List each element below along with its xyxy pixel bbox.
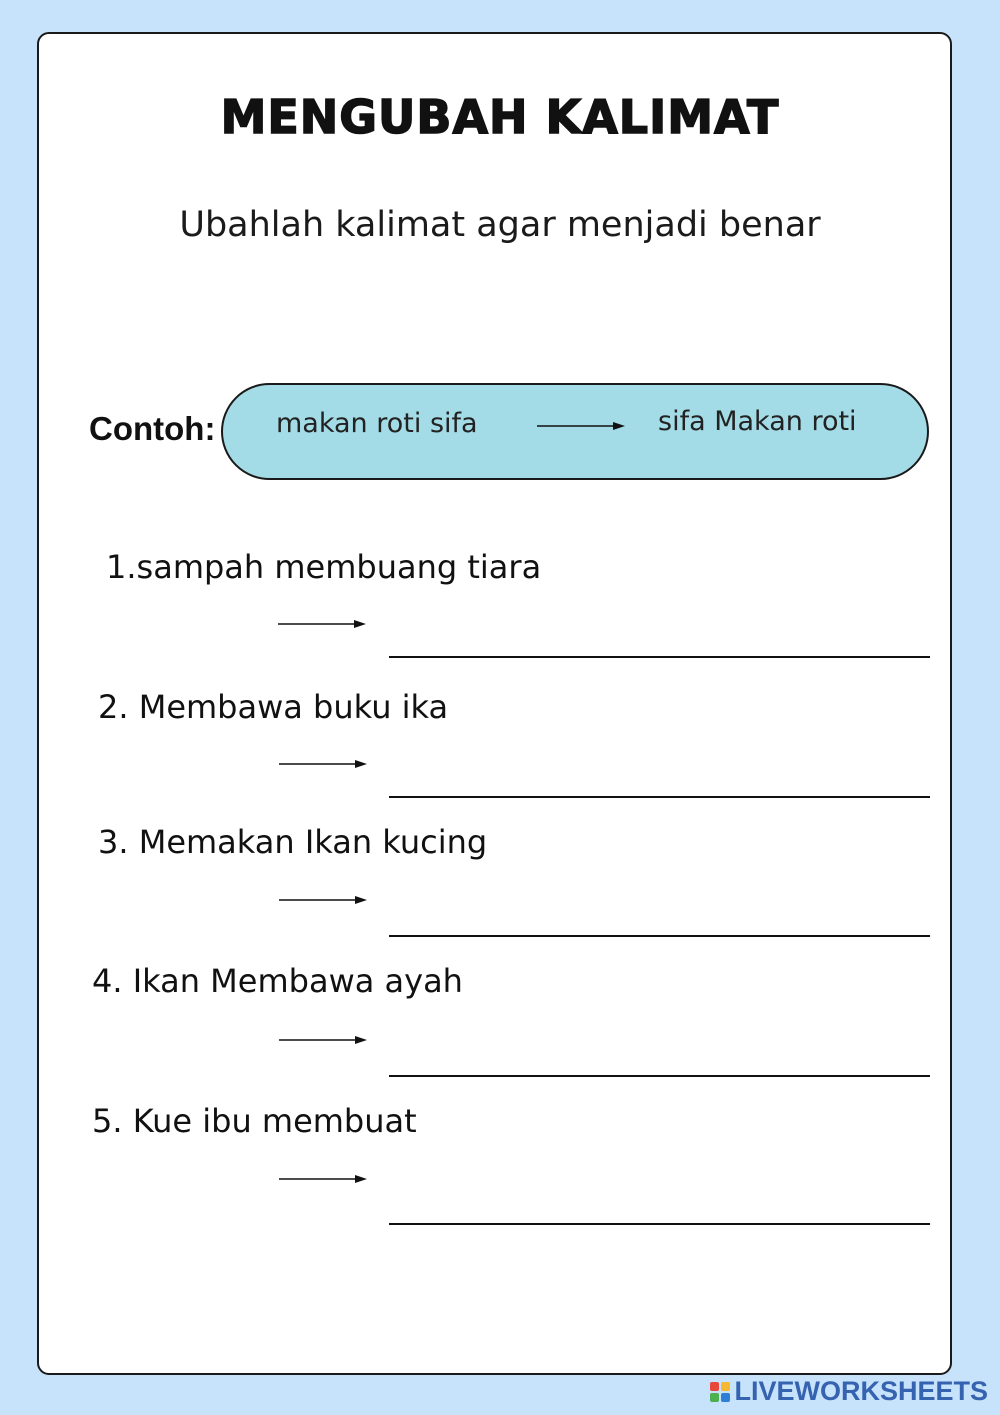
- answer-field-1[interactable]: [389, 656, 930, 658]
- answer-field-5[interactable]: [389, 1223, 930, 1225]
- question-5: 5. Kue ibu membuat: [92, 1102, 417, 1140]
- answer-arrow-icon: [279, 758, 367, 770]
- question-2: 2. Membawa buku ika: [98, 688, 449, 726]
- example-original-sentence: makan roti sifa: [276, 408, 478, 439]
- answer-arrow-icon: [278, 618, 366, 630]
- question-4: 4. Ikan Membawa ayah: [92, 962, 463, 1000]
- answer-arrow-icon: [279, 894, 367, 906]
- answer-field-4[interactable]: [389, 1075, 930, 1077]
- question-1: 1.sampah membuang tiara: [106, 548, 542, 586]
- answer-arrow-icon: [279, 1034, 367, 1046]
- answer-arrow-icon: [279, 1173, 367, 1185]
- question-3: 3. Memakan Ikan kucing: [98, 823, 488, 861]
- example-arrow-icon: [537, 420, 625, 432]
- brand-text: LIVEWORKSHEETS: [734, 1376, 988, 1406]
- example-label: Contoh:: [89, 410, 216, 447]
- example-corrected-sentence: sifa Makan roti: [658, 406, 857, 437]
- liveworksheets-brand[interactable]: [710, 1376, 988, 1407]
- liveworksheets-logo-icon: [710, 1382, 730, 1402]
- answer-field-2[interactable]: [389, 796, 930, 798]
- worksheet-instruction: Ubahlah kalimat agar menjadi benar: [179, 205, 821, 245]
- answer-field-3[interactable]: [389, 935, 930, 937]
- worksheet-title: MENGUBAH KALIMAT: [220, 90, 780, 144]
